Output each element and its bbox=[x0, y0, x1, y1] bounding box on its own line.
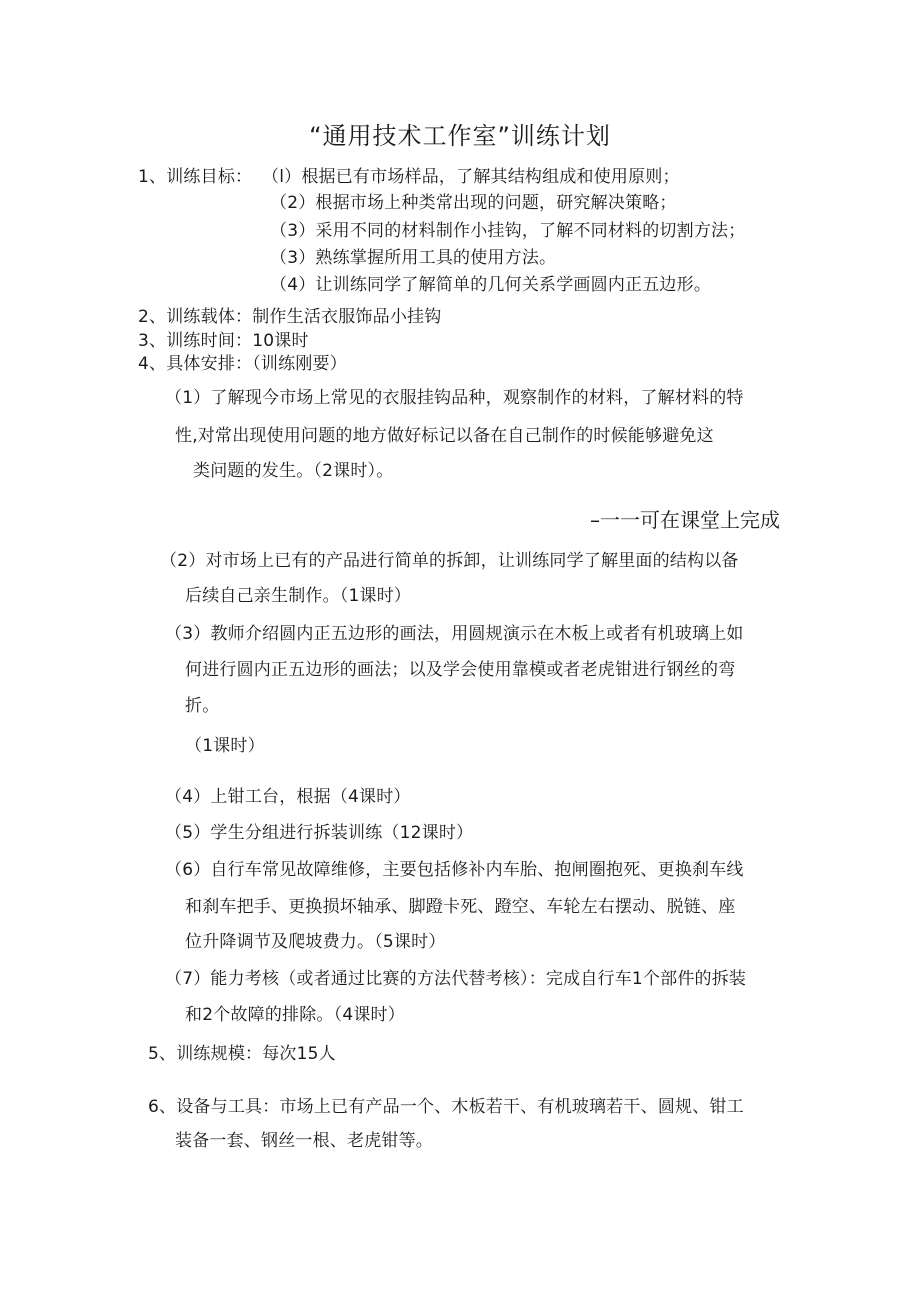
item-1-line-2: 性,对常出现使用问题的地方做好标记以备在自己制作的时候能够避免这 bbox=[175, 426, 714, 446]
section-3: 3、训练时间：10课时 bbox=[138, 331, 309, 351]
section-5: 5、训练规模：每次15人 bbox=[148, 1044, 336, 1064]
item-4: （4）上钳工台，根据（4课时） bbox=[165, 787, 411, 807]
item-5: （5）学生分组进行拆装训练（12课时） bbox=[165, 823, 474, 843]
section-6-line-2: 装备一套、钢丝一根、老虎钳等。 bbox=[175, 1131, 433, 1151]
item-1-line-1: （1）了解现今市场上常见的衣服挂钩品种，观察制作的材料，了解材料的特 bbox=[165, 388, 744, 408]
document-title: “通用技术工作室”训练计划 bbox=[309, 122, 611, 150]
item-1-line-3: 类问题的发生。（2课时）。 bbox=[193, 461, 394, 481]
item-2-line-2: 后续自己亲生制作。（1课时） bbox=[185, 586, 412, 606]
item-7-line-1: （7）能力考核（或者通过比赛的方法代替考核）：完成自行车1个部件的拆装 bbox=[165, 969, 747, 989]
section-4: 4、具体安排：（训练刚要） bbox=[138, 354, 347, 374]
item-3-line-4: （1课时） bbox=[185, 736, 265, 756]
item-6-line-2: 和刹车把手、更换损坏轴承、脚蹬卡死、蹬空、车轮左右摆动、脱链、座 bbox=[185, 897, 736, 917]
goal-2: （2）根据市场上种类常出现的问题，研究解决策略； bbox=[270, 193, 677, 213]
goal-1: （l）根据已有市场样品，了解其结构组成和使用原则； bbox=[262, 167, 680, 187]
section-6-line-1: 6、设备与工具：市场上已有产品一个、木板若干、有机玻璃若干、圆规、钳工 bbox=[148, 1097, 744, 1117]
section-1-label: 1、训练目标： bbox=[138, 167, 253, 187]
item-3-line-3: 折。 bbox=[185, 696, 220, 716]
section-2: 2、训练载体：制作生活衣服饰品小挂钩 bbox=[138, 307, 442, 327]
goal-3: （3）采用不同的材料制作小挂钩，了解不同材料的切割方法； bbox=[270, 221, 746, 241]
item-6-line-1: （6）自行车常见故障维修，主要包括修补内车胎、抱闸圈抱死、更换刹车线 bbox=[165, 860, 744, 880]
goal-5: （4）让训练同学了解简单的几何关系学画圆内正五边形。 bbox=[270, 275, 712, 295]
item-7-line-2: 和2个故障的排除。（4课时） bbox=[185, 1005, 405, 1025]
item-3-line-1: （3）教师介绍圆内正五边形的画法，用圆规演示在木板上或者有机玻璃上如 bbox=[165, 624, 744, 644]
item-2-line-1: （2）对市场上已有的产品进行简单的拆卸，让训练同学了解里面的结构以备 bbox=[160, 551, 739, 571]
classroom-note: –一一可在课堂上完成 bbox=[590, 508, 780, 532]
goal-4: （3）熟练掌握所用工具的使用方法。 bbox=[270, 248, 557, 268]
item-6-line-3: 位升降调节及爬坡费力。（5课时） bbox=[185, 932, 446, 952]
item-3-line-2: 何进行圆内正五边形的画法；以及学会使用靠模或者老虎钳进行钢丝的弯 bbox=[185, 660, 736, 680]
